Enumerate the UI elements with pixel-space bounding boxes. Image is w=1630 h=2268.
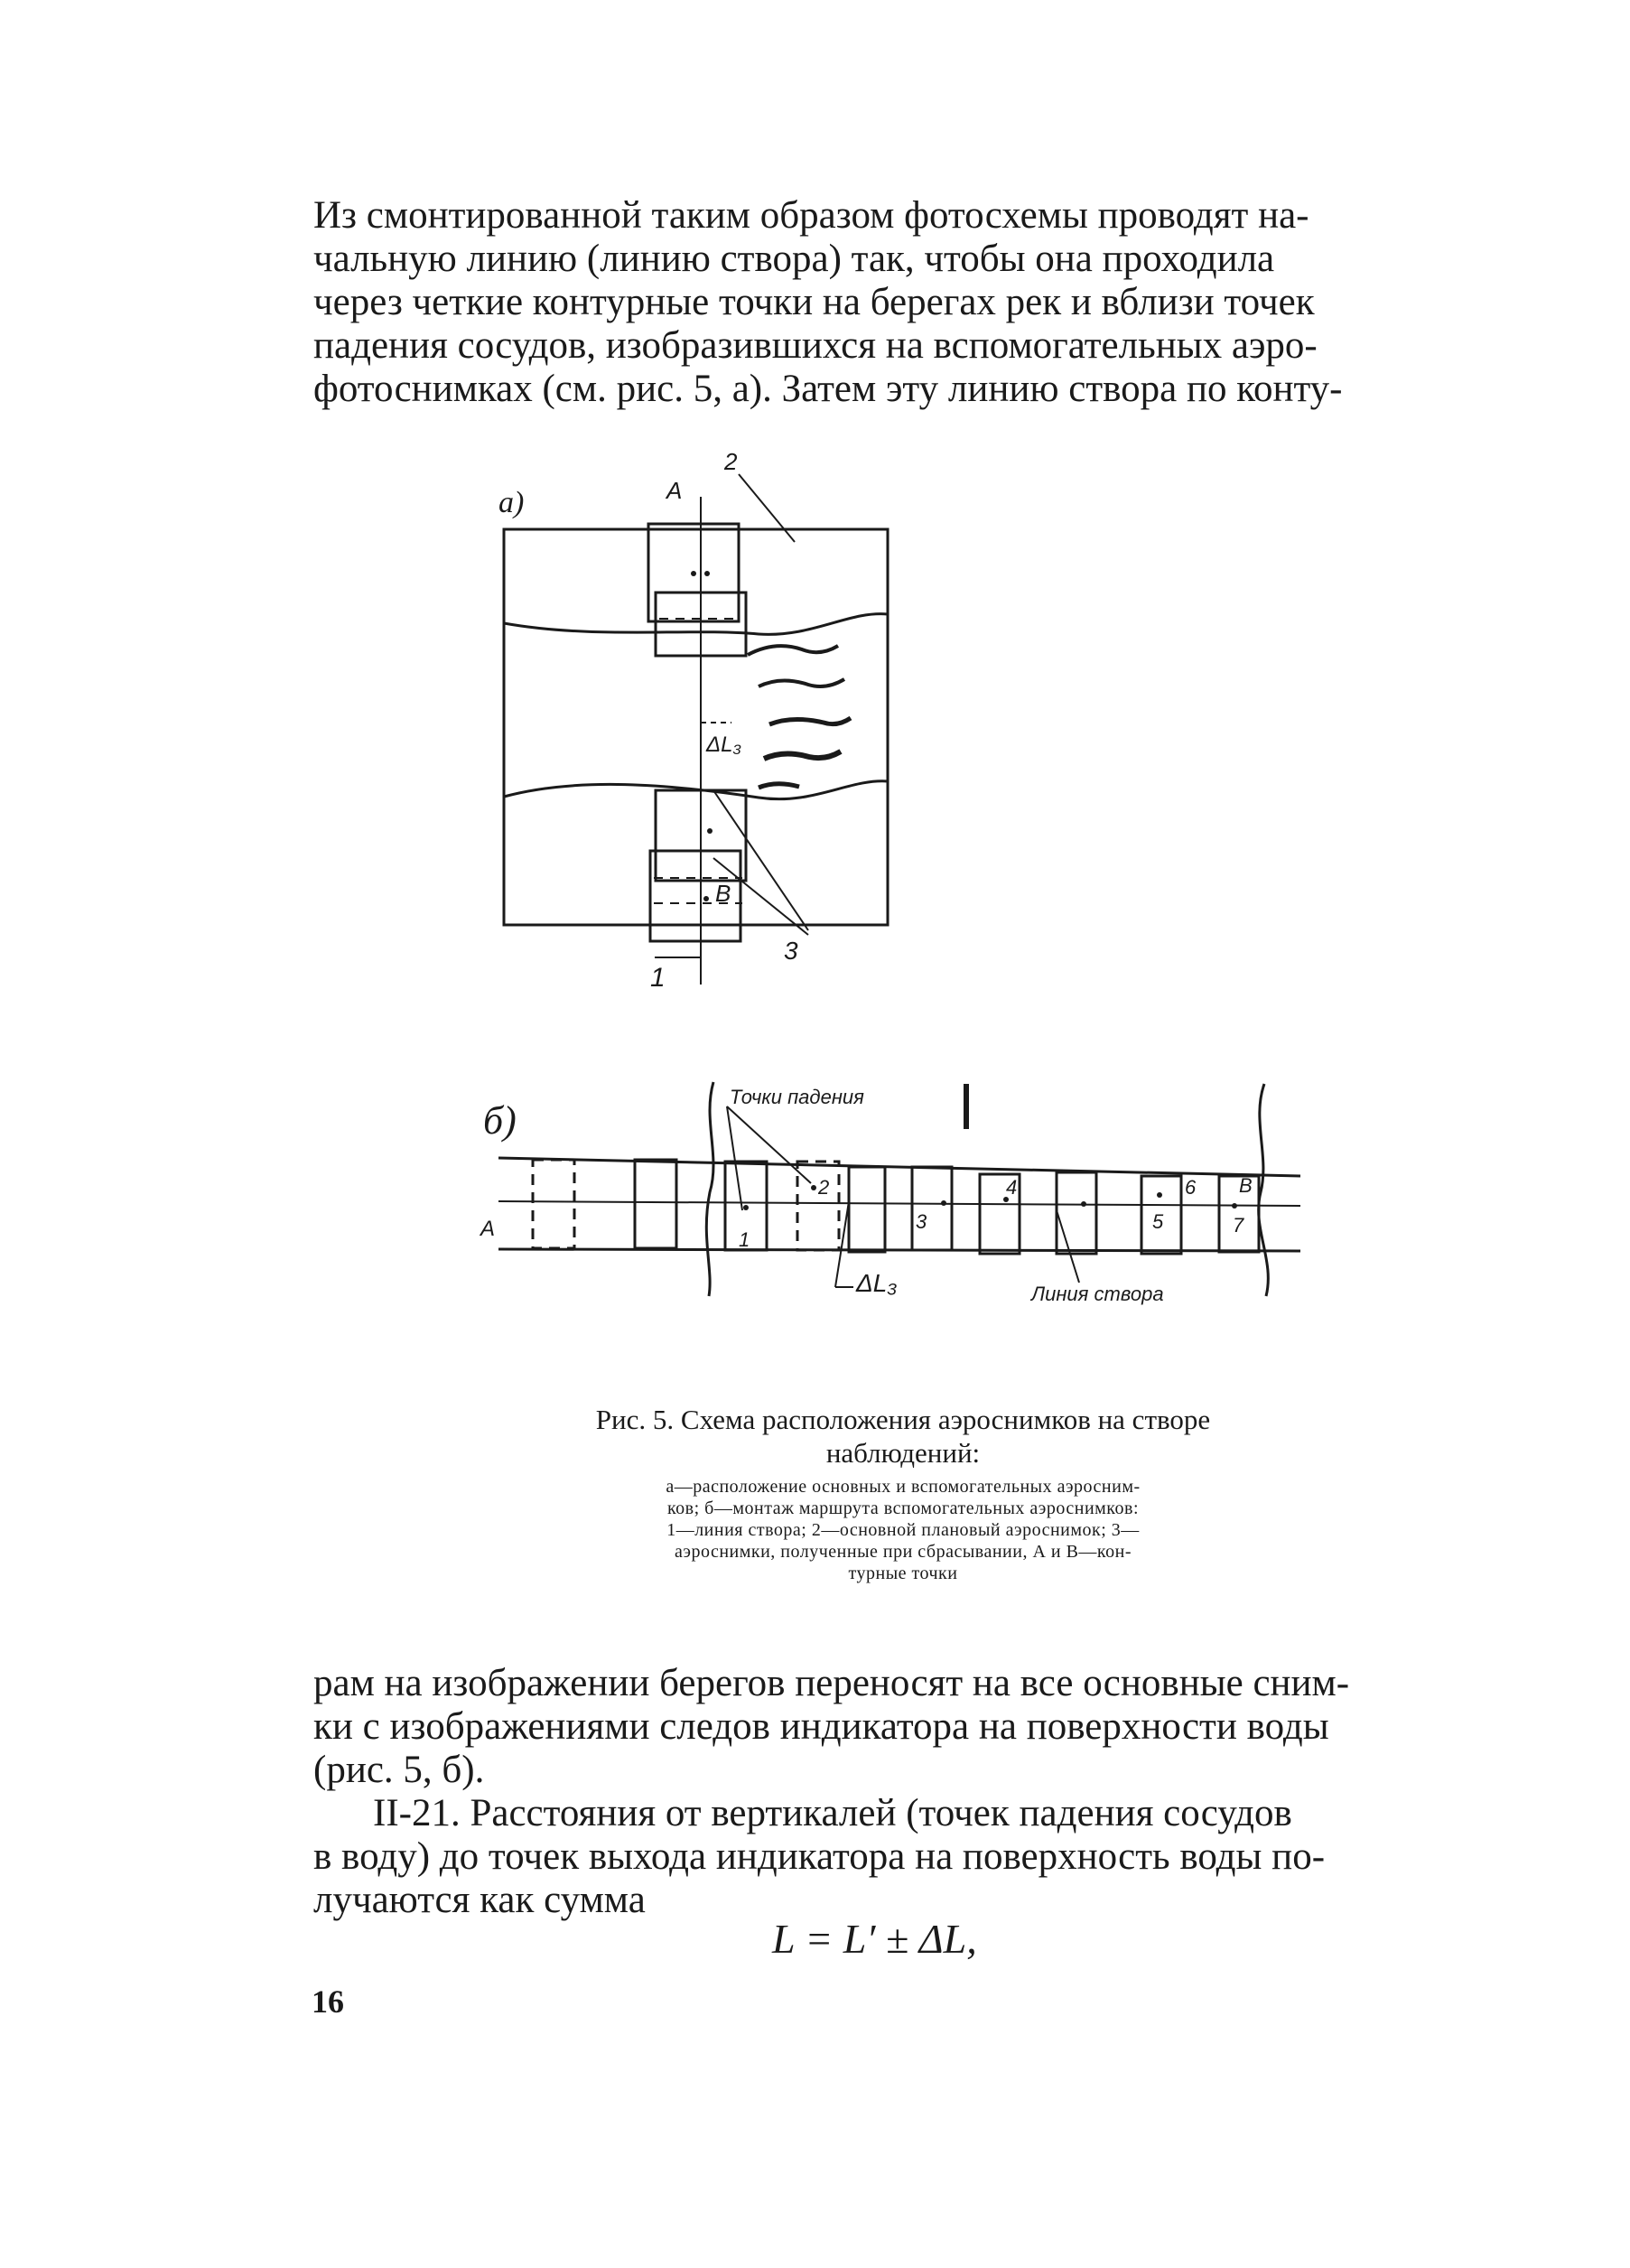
dye-trace [759, 679, 844, 686]
paragraph-line: рам на изображении берегов переносят на все основные сним- [313, 1662, 1350, 1704]
dye-trace [759, 784, 799, 788]
paragraph-line: фотоснимках (см. рис. 5, а). Затем эту линию створа по конту- [313, 368, 1343, 410]
point-a-label-b: А [480, 1217, 496, 1241]
figure-caption-body [506, 1476, 1300, 1584]
caption-line: ков; б—монтаж маршрута вспомогательных аэроснимков: [666, 1498, 1139, 1518]
point-b-label: В [715, 880, 731, 907]
num-7: 7 [1233, 1214, 1244, 1237]
river-bank-top [504, 614, 888, 635]
paragraph-line: падения сосудов, изобразившихся на вспомогательных аэро- [313, 324, 1318, 367]
figure-diagram [480, 434, 1318, 1373]
line-label: Линия створа [1031, 1283, 1164, 1305]
caption-title-line: наблюдений: [825, 1437, 981, 1469]
marker-1-label: 1 [650, 963, 666, 993]
fall-points-label: Точки падения [730, 1086, 864, 1108]
paragraph-line: II-21. Расстояния от вертикалей (точек падения сосудов [373, 1792, 1292, 1834]
point-a-label: А [666, 477, 683, 504]
top-paragraph [313, 194, 1449, 411]
num-2: 2 [818, 1176, 830, 1199]
paragraph-line: лучаются как сумма [313, 1879, 646, 1921]
num-3: 3 [916, 1210, 927, 1233]
paragraph-line: Из смонтированной таким образом фотосхемы проводят на- [313, 194, 1309, 237]
paragraph-line: чальную линию (линию створа) так, чтобы она проходила [313, 238, 1275, 280]
caption-line: 1—линия створа; 2—основной плановый аэроснимок; 3— [666, 1520, 1140, 1540]
caption-title-line: Рис. 5. Схема расположения аэроснимков на створе [595, 1404, 1211, 1435]
paragraph-line: (рис. 5, б). [313, 1749, 485, 1791]
bottom-paragraph [313, 1662, 1449, 1922]
delta-label-b: ΔL₃ [856, 1269, 898, 1297]
formula: L = L′ ± ΔL, [772, 1916, 977, 1962]
paragraph-line: через четкие контурные точки на берегах рек и вблизи точек [313, 281, 1315, 323]
caption-line: а—расположение основных и вспомогательных аэросним- [666, 1477, 1141, 1497]
paragraph-line: ки с изображениями следов индикатора на поверхности воды [313, 1705, 1329, 1748]
caption-line: турные точки [848, 1563, 958, 1583]
marker-3-label: 3 [784, 937, 798, 965]
figure-caption-title [506, 1403, 1300, 1470]
dye-trace [748, 646, 838, 655]
panel-a-label: а) [498, 486, 525, 519]
paragraph-line: в воду) до точек выхода индикатора на поверхность воды по- [313, 1835, 1326, 1878]
dye-trace [769, 718, 851, 724]
num-6: 6 [1185, 1176, 1197, 1199]
main-aerial-photo [504, 529, 888, 925]
delta-label-a: ΔL₃ [706, 733, 741, 757]
figure-5 [480, 434, 1318, 1373]
page-number: 16 [312, 1983, 344, 2020]
break-mark [706, 1082, 713, 1296]
num-5: 5 [1152, 1210, 1164, 1233]
caption-line: аэроснимки, полученные при сбрасывании, А и В—кон- [674, 1542, 1132, 1562]
dye-trace [764, 751, 841, 759]
num-4: 4 [1006, 1176, 1018, 1199]
point-b-label-b: В [1239, 1174, 1253, 1197]
river-bank-bottom [504, 781, 888, 799]
panel-b-label: б) [483, 1098, 517, 1143]
marker-2-label: 2 [724, 448, 738, 475]
strip-top-edge [498, 1158, 1300, 1176]
num-1: 1 [739, 1228, 750, 1251]
